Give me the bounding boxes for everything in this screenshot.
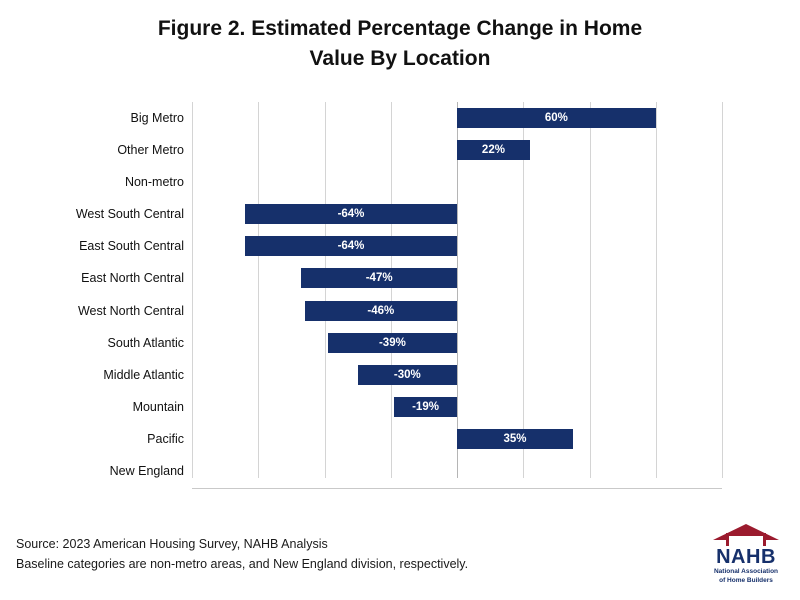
category-label: West South Central	[75, 207, 184, 222]
x-axis-line	[192, 488, 722, 489]
category-label: South Atlantic	[107, 335, 184, 350]
chart-title	[60, 14, 740, 74]
bar-row	[14, 359, 786, 391]
footnotes	[16, 534, 576, 574]
chart-title-line-1: Figure 2. Estimated Percentage Change in Home	[157, 17, 643, 40]
bar-row	[14, 198, 786, 230]
category-label: East North Central	[81, 271, 184, 286]
bar-value-label: -46%	[367, 304, 395, 317]
bar-value-label: -64%	[337, 208, 365, 221]
nahb-logo	[700, 524, 792, 586]
bar-value-label: 60%	[544, 112, 568, 124]
house-roof-icon	[713, 524, 779, 546]
bar-row	[14, 166, 786, 198]
category-label: Non-metro	[124, 175, 184, 190]
bar-row	[14, 455, 786, 487]
category-label: Pacific	[147, 431, 184, 446]
chart-area	[14, 96, 786, 496]
bar-value-label: -39%	[378, 336, 406, 349]
footnote-baseline: Baseline categories are non-metro areas, and New England division, respectively.	[16, 557, 469, 571]
bar-row	[14, 102, 786, 134]
category-label: New England	[109, 464, 184, 479]
logo-tagline-1: National Association	[713, 568, 779, 575]
category-label: Middle Atlantic	[103, 367, 184, 382]
logo-name: NAHB	[716, 546, 776, 568]
bar-rows	[14, 102, 786, 488]
bar-row	[14, 391, 786, 423]
chart-title-line-2: Value By Location	[309, 47, 491, 70]
bar-value-label: 35%	[503, 432, 527, 445]
category-label: Big Metro	[130, 111, 184, 125]
bar-value-label: 22%	[481, 144, 505, 157]
category-label: Other Metro	[117, 143, 184, 158]
bar-row	[14, 327, 786, 359]
bar-value-label: -47%	[365, 272, 393, 285]
bar-value-label: -19%	[412, 400, 439, 413]
bar-row	[14, 230, 786, 262]
bar-value-label: -30%	[393, 368, 421, 381]
logo-tagline-2: of Home Builders	[719, 576, 773, 584]
category-label: East South Central	[79, 239, 184, 254]
bar-row	[14, 423, 786, 455]
footnote-source: Source: 2023 American Housing Survey, NAHB Analysis	[16, 537, 328, 551]
category-label: West North Central	[77, 303, 184, 318]
bar-value-label: -64%	[337, 240, 365, 253]
bar-row	[14, 262, 786, 294]
bar-row	[14, 134, 786, 166]
category-label: Mountain	[132, 399, 184, 414]
bar-row	[14, 295, 786, 327]
